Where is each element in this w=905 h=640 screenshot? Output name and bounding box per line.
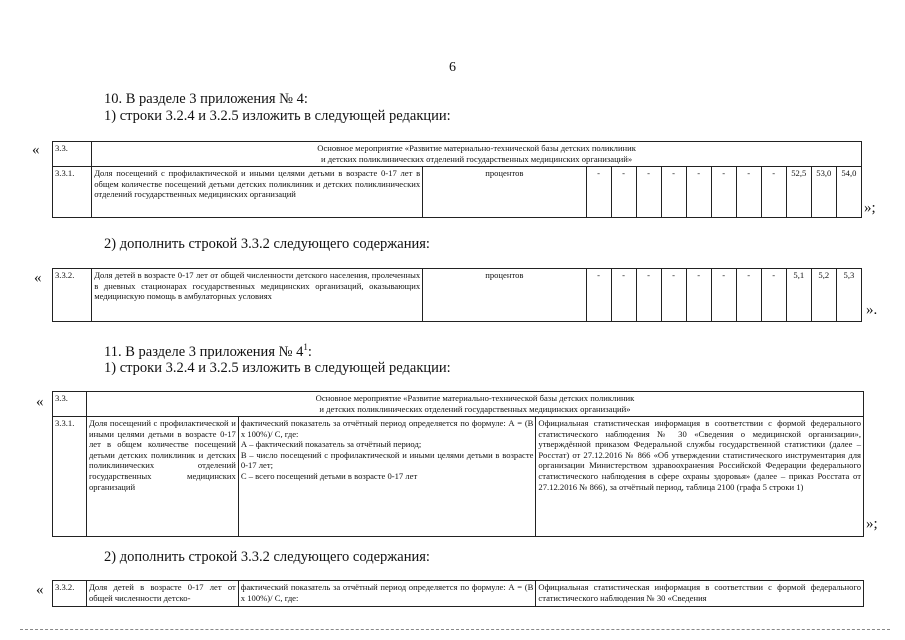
t3-row-name: Доля посещений с профилактической и иными целями детьми в возрасте 0-17 лет в общем количестве посещений детьми детских поликлиник и детских поликлинических отделений государственных медицинских организаций: [86, 417, 238, 537]
t3-header-num: 3.3.: [53, 392, 87, 417]
t2-dash: -: [636, 269, 661, 322]
section-10-item-1: 1) строки 3.2.4 и 3.2.5 изложить в следующей редакции:: [104, 108, 451, 124]
table3-open-quote: «: [36, 394, 44, 410]
t3-row-source: Официальная статистическая информация в соответствии с формой федерального статистического наблюдения № 30 «Сведения о медицинской организации», утверждённой приказом Федеральной службы государственной статистики (далее – Росстат) от 27.12.2016 № 866 «Об утверждении статистического инструментария для организации Министерством здравоохранения Российской Федерации федерального статистического наблюдения в сфере охраны здоровья» (далее – приказ Росстата от 27.12.2016 № 866), за отчётный период, таблица 2100 (графа 5 строки 1): [536, 417, 864, 537]
section-11-item-2: 2) дополнить строкой 3.3.2 следующего содержания:: [104, 549, 430, 565]
table-2: [52, 268, 862, 322]
section-11-heading: 11. В разделе 3 приложения № $4^1$:: [104, 342, 312, 360]
table1-open-quote: «: [32, 142, 40, 158]
t4-row-method: фактический показатель за отчётный период определяется по формуле: А = (В х 100%)/ С, где:: [238, 581, 536, 607]
t1-value: 53,0: [811, 167, 836, 218]
t2-dash: -: [661, 269, 686, 322]
t1-row-unit: процентов: [423, 167, 586, 218]
t1-dash: -: [711, 167, 736, 218]
t2-dash: -: [611, 269, 636, 322]
table-1: [52, 141, 862, 218]
t1-row-name: Доля посещений с профилактической и иными целями детьми в возрасте 0-17 лет в общем количестве посещений детьми детских поликлиник и детских поликлинических отделений государственных медицинских организаций: [92, 167, 423, 218]
t2-value: 5,2: [811, 269, 836, 322]
t2-row-unit: процентов: [423, 269, 586, 322]
t4-row-source: Официальная статистическая информация в соответствии с формой федерального статистического наблюдения № 30 «Сведения: [536, 581, 864, 607]
t2-dash: -: [711, 269, 736, 322]
table-3: [52, 391, 864, 537]
scan-edge-line: [20, 629, 890, 630]
page-number: 6: [449, 60, 456, 75]
t1-value: 52,5: [786, 167, 811, 218]
t1-header-num: 3.3.: [53, 142, 92, 167]
t1-dash: -: [686, 167, 711, 218]
t1-header-title: Основное мероприятие «Развитие материально-технической базы детских поликлиник и детских поликлинических отделений государственных медицинских организаций»: [92, 142, 862, 167]
t2-dash: -: [736, 269, 761, 322]
t1-row-num: 3.3.1.: [53, 167, 92, 218]
t1-value: 54,0: [836, 167, 861, 218]
section-10-heading: 10. В разделе 3 приложения № 4:: [104, 91, 308, 107]
t2-row-num: 3.3.2.: [53, 269, 92, 322]
table1-close-quote: »;: [864, 200, 876, 216]
section-10-item-2: 2) дополнить строкой 3.3.2 следующего содержания:: [104, 236, 430, 252]
t2-value: 5,1: [786, 269, 811, 322]
section-11-item-1: 1) строки 3.2.4 и 3.2.5 изложить в следующей редакции:: [104, 360, 451, 376]
t1-dash: -: [611, 167, 636, 218]
t4-row-num: 3.3.2.: [53, 581, 87, 607]
t2-value: 5,3: [836, 269, 861, 322]
t2-row-name: Доля детей в возрасте 0-17 лет от общей численности детского населения, пролеченных в дневных стационарах государственных медицинских организаций, оказывающих медицинскую помощь в амбулаторных условиях: [92, 269, 423, 322]
t2-dash: -: [586, 269, 611, 322]
t3-header-title: Основное мероприятие «Развитие материально-технической базы детских поликлиник и детских поликлинических отделений государственных медицинских организаций»: [86, 392, 863, 417]
table2-open-quote: «: [34, 270, 42, 286]
t2-dash: -: [686, 269, 711, 322]
t1-dash: -: [761, 167, 786, 218]
t4-row-name: Доля детей в возрасте 0-17 лет от общей численности детско-: [86, 581, 238, 607]
t1-dash: -: [586, 167, 611, 218]
t2-dash: -: [761, 269, 786, 322]
table-4: [52, 580, 864, 607]
table3-close-quote: »;: [866, 516, 878, 532]
table2-close-quote: ».: [866, 302, 878, 318]
t1-dash: -: [736, 167, 761, 218]
t1-dash: -: [661, 167, 686, 218]
t3-row-num: 3.3.1.: [53, 417, 87, 537]
t1-dash: -: [636, 167, 661, 218]
t3-row-method: фактический показатель за отчётный период определяется по формуле: А = (В х 100%)/ С, где: А – фактический показатель за отчётный период; В – число посещений с профилактической и иными целями детьми в возрасте 0-17 лет; С – всего посещений детьми в возрасте 0-17 лет: [238, 417, 536, 537]
table4-open-quote: «: [36, 582, 44, 598]
